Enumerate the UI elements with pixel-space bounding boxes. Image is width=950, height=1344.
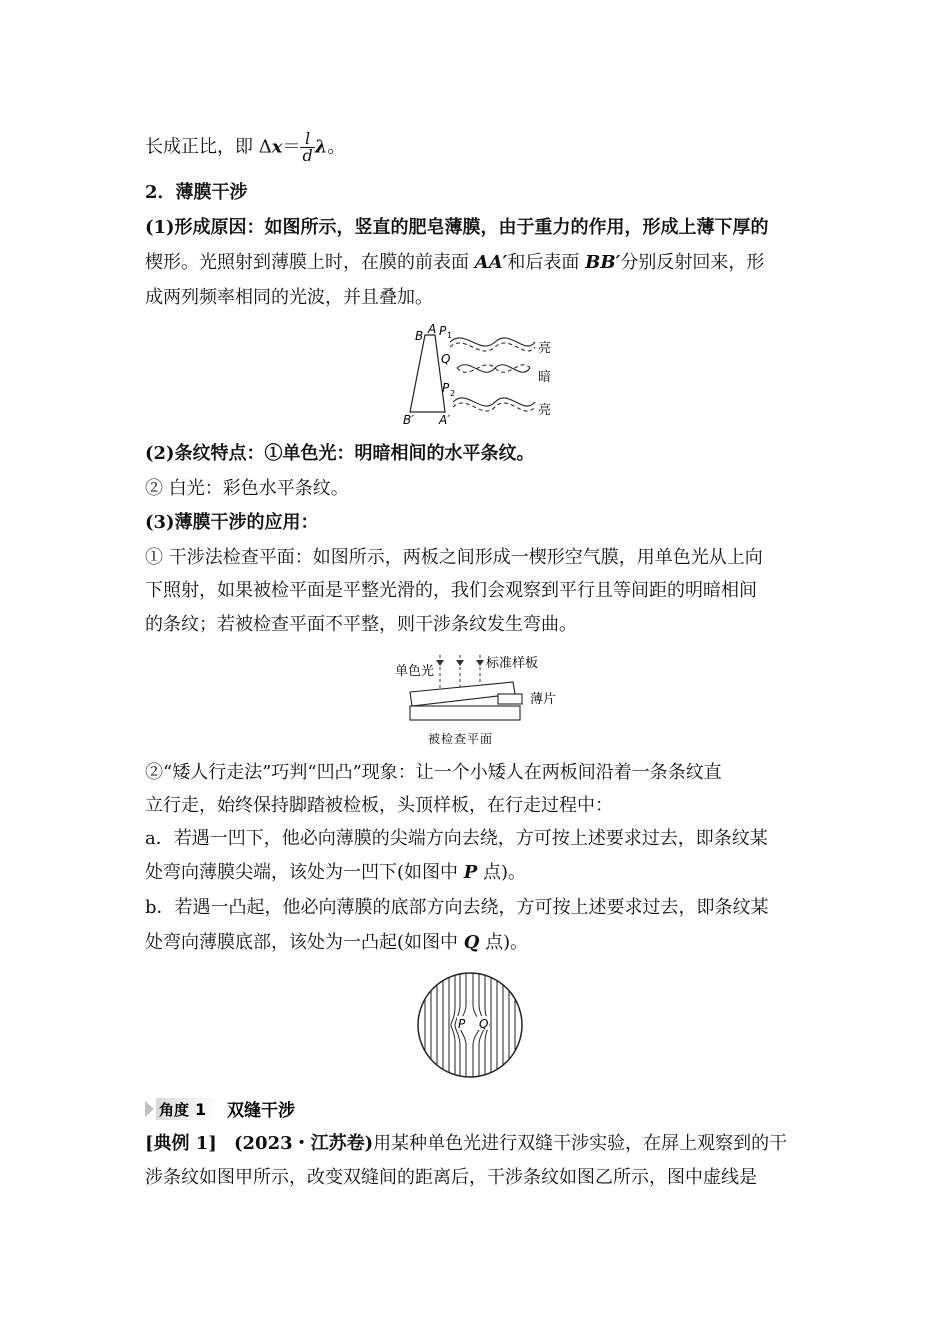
example-l1-text: 用某种单色光进行双缝干涉实验，在屏上观察到的干 (373, 1133, 788, 1154)
fraction-numerator: l (300, 131, 314, 148)
wave-bright-2-dashed (453, 403, 535, 411)
angle-tag-number: 1 (195, 1100, 207, 1119)
label-sheet: 薄片 (530, 692, 557, 707)
formula-x: x (271, 136, 283, 158)
label-bright-2: 亮 (538, 403, 552, 418)
formula-lambda: λ (314, 136, 328, 158)
surface-bb: BB′ (585, 252, 621, 273)
pa-l1: a．若遇一凹下，他必向薄膜的尖端方向去绕，方可按上述要求过去，即条纹某 (145, 828, 768, 849)
paragraph-3: (3)薄膜干涉的应用： (145, 512, 319, 533)
label-mono-light: 单色光 (395, 664, 435, 679)
wave-dark-solid (457, 365, 530, 373)
fraction-denominator: d (302, 146, 313, 165)
surface-aa: AA′ (474, 252, 508, 273)
paragraph-5-line-2: 立行走，始终保持脚踏被检板，头顶样板，在行走过程中： (145, 795, 613, 816)
label-a: A (428, 322, 437, 336)
p1-l2-b: 和后表面 (507, 252, 586, 273)
paragraph-1-line-3: 成两列频率相同的光波，并且叠加。 (145, 287, 433, 308)
p1-l2-c: 分别反射回来，形 (620, 252, 765, 273)
paragraph-a-line-2 (145, 860, 815, 886)
fringe-label-p: P (458, 1017, 466, 1031)
thin-sheet (498, 694, 522, 704)
paragraph-b-line-1 (145, 895, 815, 921)
point-q: Q (463, 932, 480, 953)
label-b-prime: B′ (403, 413, 414, 427)
pb-l2-b: 点)。 (479, 932, 529, 953)
example-label: [典例 1] (145, 1133, 217, 1154)
checked-plane (410, 706, 520, 720)
paragraph-2 (145, 441, 815, 467)
pa-l2-a: 处弯向薄膜尖端，该处为一凹下(如图中 (145, 862, 464, 883)
formula-prefix: 长成正比，即 Δ (145, 136, 272, 158)
formula-eq: ＝ (282, 136, 301, 158)
section-title: 2．薄膜干涉 (145, 182, 248, 203)
paragraph-2b: ② 白光：彩色水平条纹。 (145, 478, 349, 499)
label-p1-sub: 1 (447, 331, 453, 340)
flatness-check-figure (390, 650, 575, 748)
paragraph-5-line-1: ②“矮人行走法”巧判“凹凸”现象：让一个小矮人在两板间沿着一条条纹直 (145, 762, 722, 783)
wave-bright-1-solid (450, 338, 535, 346)
angle-header (143, 1096, 823, 1124)
angle-arrow-icon (145, 1101, 154, 1117)
pa-l2-b: 点)。 (477, 862, 527, 883)
label-a-prime: A′ (439, 413, 450, 427)
wave-bright-2-solid (453, 398, 535, 406)
paragraph-b-line-2 (145, 930, 815, 956)
paragraph-1-line-2 (145, 250, 815, 276)
soap-film-figure (395, 320, 565, 432)
paragraph-4-line-3: 的条纹；若被检查平面不平整，则干涉条纹发生弯曲。 (145, 614, 577, 635)
label-q: Q (441, 352, 451, 366)
paragraph-4-line-1: ① 干涉法检查平面：如图所示，两板之间形成一楔形空气膜，用单色光从上向 (145, 547, 763, 568)
label-standard-plate: 标准样板 (486, 656, 539, 671)
viewing-circle (418, 973, 522, 1077)
example-source: (2023・江苏卷) (234, 1133, 374, 1154)
fringe-circle-figure (415, 970, 525, 1080)
p2-text: (2)条纹特点：①单色光：明暗相间的水平条纹。 (145, 443, 535, 464)
label-bright-1: 亮 (538, 341, 552, 356)
label-checked-plane: 被检查平面 (428, 732, 494, 746)
example-line-1 (145, 1131, 815, 1157)
label-p1: P (439, 324, 447, 338)
paragraph-a-line-1 (145, 826, 815, 852)
angle-tag-label: 角度 (159, 1101, 190, 1119)
pb-l1: b．若遇一凸起，他必向薄膜的底部方向去绕，方可按上述要求过去，即条纹某 (145, 897, 769, 918)
paragraph-4-line-2: 下照射，如果被检平面是平整光滑的，我们会观察到平行且等间距的明暗相间 (145, 580, 757, 601)
p1-l2-a: 楔形。光照射到薄膜上时，在膜的前表面 (145, 252, 475, 273)
label-p2: P (442, 381, 450, 395)
formula-line (145, 131, 815, 164)
label-dark: 暗 (538, 370, 552, 385)
point-p: P (463, 862, 478, 883)
formula-suffix: 。 (327, 136, 346, 158)
fringe-label-q: Q (479, 1017, 489, 1031)
example-line-2: 涉条纹如图甲所示，改变双缝间的距离后，干涉条纹如图乙所示，图中虚线是 (145, 1167, 757, 1188)
label-b: B (415, 329, 424, 343)
p1-text: (1)形成原因：如图所示，竖直的肥皂薄膜，由于重力的作用，形成上薄下厚的 (145, 217, 769, 238)
paragraph-1-line-1 (145, 215, 815, 241)
angle-title: 双缝干涉 (227, 1101, 295, 1121)
label-p2-sub: 2 (450, 389, 456, 398)
wedge-film (410, 335, 445, 412)
pb-l2-a: 处弯向薄膜底部，该处为一凸起(如图中 (145, 932, 464, 953)
formula-fraction (300, 131, 314, 164)
